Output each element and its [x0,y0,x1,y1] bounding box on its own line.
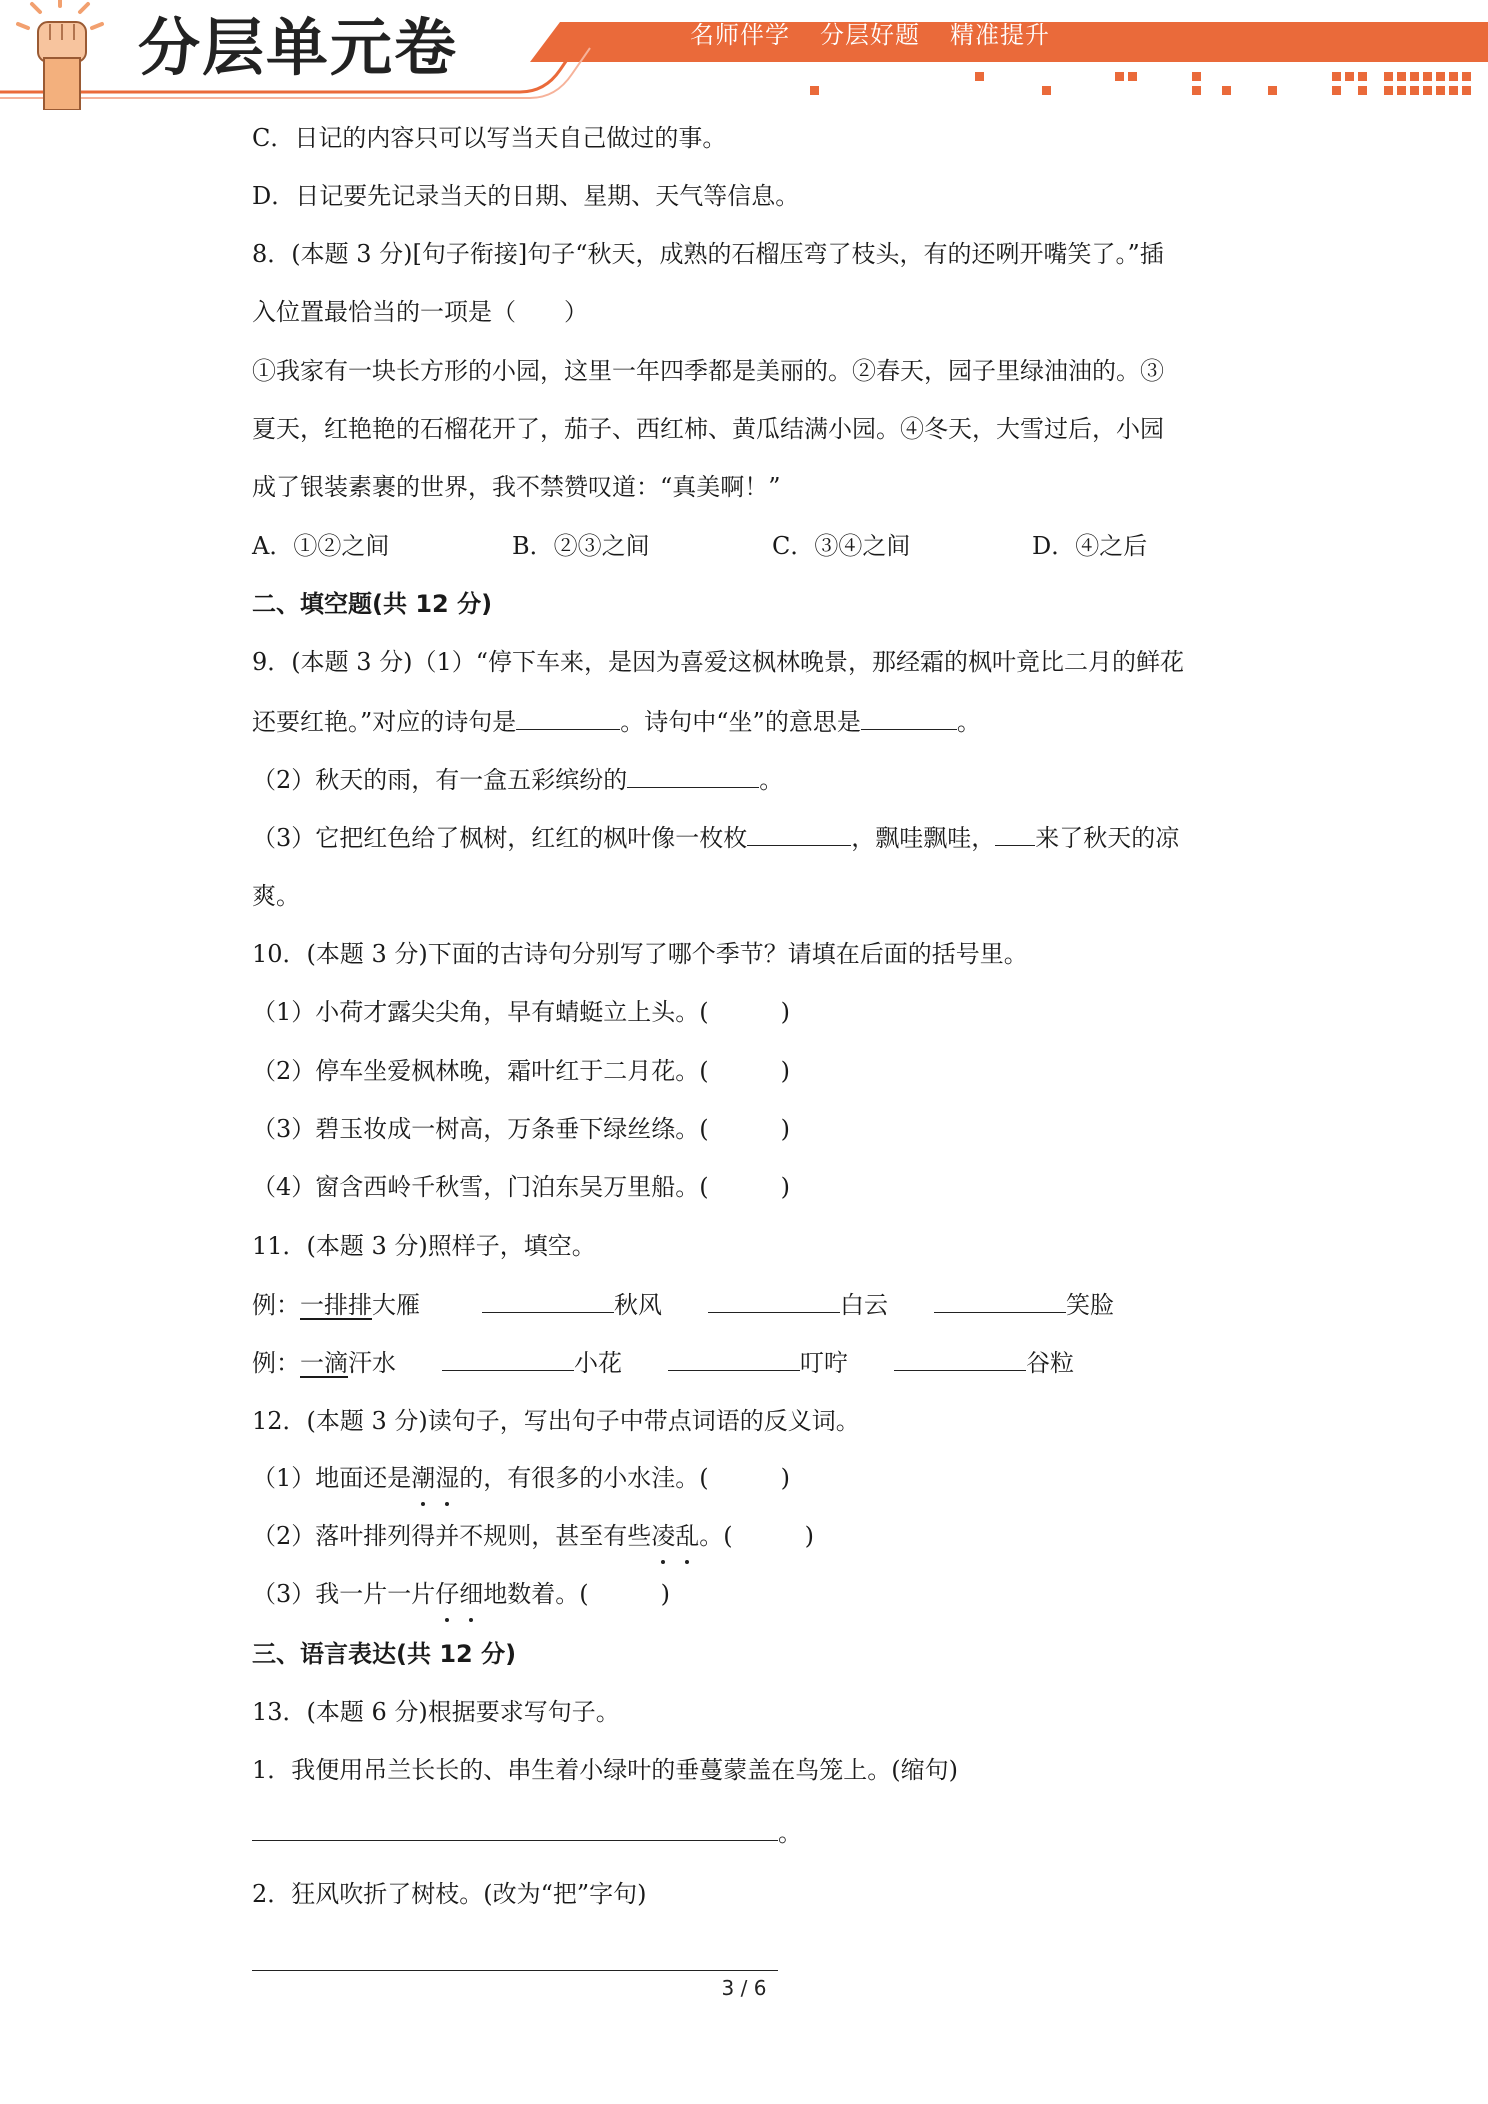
q11-ex2-word-1: 小花 [574,1349,622,1377]
q12-i1-text-a: （1）地面还是 [252,1464,412,1492]
q9-line4-text-b: ，飘哇飘哇， [851,824,996,852]
q9-line2-text-c: 。 [956,708,981,736]
q11-ex1-underlined: 一排排 [300,1291,372,1319]
q11-ex1-blank-2[interactable] [708,1284,840,1313]
q13-stem: 13．(本题 6 分)根据要求写句子。 [252,1698,620,1726]
slogan-2: 分层好题 [820,21,920,49]
q11-ex1-blank-1[interactable] [482,1284,614,1313]
q8-passage-line2: 夏天，红艳艳的石榴花开了，茄子、西红柿、黄瓜结满小园。④冬天，大雪过后，小园 [252,415,1164,443]
q12-i2-text-b: 。( ) [699,1522,815,1550]
q12-stem: 12．(本题 3 分)读句子，写出句子中带点词语的反义词。 [252,1407,860,1435]
q13-answer-1-end: 。 [778,1819,802,1847]
q11-ex1-prefix: 例： [252,1291,300,1319]
q9-line2 [252,701,981,742]
q12-item-1 [252,1458,790,1498]
q9-line4 [252,817,1179,858]
q9-line5: 爽。 [252,882,300,910]
q9-line3 [252,759,783,800]
q13-answer-line-2[interactable] [252,1942,778,1971]
q10-stem: 10．(本题 3 分)下面的古诗句分别写了哪个季节？请填在后面的括号里。 [252,940,1028,968]
q8-option-c: C．③④之间 [772,532,911,560]
q13-sentence-2: 2．狂风吹折了树枝。(改为“把”字句) [252,1880,647,1908]
section-2-heading: 二、填空题(共 12 分) [252,590,493,618]
q10-item-4: （4）窗含西岭千秋雪，门泊东吴万里船。( ) [252,1173,790,1201]
q8-option-b: B．②③之间 [512,532,650,560]
q12-i3-dotted-1: 仔 [435,1574,459,1614]
q11-ex2-underlined: 一滴 [300,1349,348,1377]
q11-ex2-blank-2[interactable] [668,1342,800,1371]
page-header [0,0,1488,110]
q11-ex1-word-1: 秋风 [614,1291,662,1319]
q11-ex2-word-3: 谷粒 [1026,1349,1074,1377]
q12-item-2 [252,1516,814,1556]
q9-blank-poem[interactable] [516,701,620,730]
q11-example-1 [252,1284,1114,1325]
q8-passage-line1: ①我家有一块长方形的小园，这里一年四季都是美丽的。②春天，园子里绿油油的。③ [252,357,1164,385]
q11-ex2-rest: 汗水 [348,1349,396,1377]
q9-line2-text-a: 还要红艳。”对应的诗句是 [252,708,517,736]
q11-ex2-word-2: 叮咛 [800,1349,848,1377]
q9-line1: 9．(本题 3 分)（1）“停下车来，是因为喜爱这枫林晚景，那经霜的枫叶竟比二月的鲜花 [252,648,1185,676]
q8-options [252,526,1147,566]
q9-line4-text-a: （3）它把红色给了枫树，红红的枫叶像一枚枚 [252,824,748,852]
q9-blank-rain[interactable] [627,759,759,788]
q12-i1-text-b: 的，有很多的小水洼。( ) [459,1464,791,1492]
q12-i1-dotted-1: 潮 [411,1458,435,1498]
slogan-3: 精准提升 [950,21,1050,49]
q12-i3-text-b: 地数着。( ) [483,1580,671,1608]
q11-ex2-blank-3[interactable] [894,1342,1026,1371]
q11-ex2-prefix: 例： [252,1349,300,1377]
q12-i1-dotted-2: 湿 [435,1458,459,1498]
q11-ex1-word-2: 白云 [840,1291,888,1319]
q12-i3-dotted-2: 细 [459,1574,483,1614]
q7-option-d: D．日记要先记录当天的日期、星期、天气等信息。 [252,182,800,210]
q10-item-1: （1）小荷才露尖尖角，早有蜻蜓立上头。( ) [252,998,790,1026]
q8-option-d: D．④之后 [1032,532,1148,560]
q13-answer-1 [252,1812,802,1853]
q11-ex1-word-3: 笑脸 [1066,1291,1114,1319]
q9-blank-verb[interactable] [995,817,1035,846]
q11-example-2 [252,1342,1074,1383]
q10-item-2: （2）停车坐爱枫林晚，霜叶红于二月花。( ) [252,1057,790,1085]
q12-i2-dotted-1: 凌 [651,1516,675,1556]
q8-stem-line2: 入位置最恰当的一项是（ ） [252,298,588,326]
q13-sentence-1: 1．我便用吊兰长长的、串生着小绿叶的垂蔓蒙盖在鸟笼上。(缩句) [252,1756,958,1784]
q11-ex1-rest: 大雁 [372,1291,420,1319]
q9-line3-text-a: （2）秋天的雨，有一盒五彩缤纷的 [252,766,628,794]
q9-line3-text-b: 。 [759,766,784,794]
page-number: 3 / 6 [721,1976,767,2000]
section-3-heading: 三、语言表达(共 12 分) [252,1640,517,1668]
q12-i2-text-a: （2）落叶排列得并不规则，甚至有些 [252,1522,652,1550]
q12-item-3 [252,1574,670,1614]
header-slogan [690,18,1080,52]
q9-line2-text-b: 。诗句中“坐”的意思是 [620,708,861,736]
brand-title: 分层单元卷 [138,11,459,84]
header-decor-squares [810,72,1471,95]
q7-option-c: C．日记的内容只可以写当天自己做过的事。 [252,124,727,152]
q11-stem: 11．(本题 3 分)照样子，填空。 [252,1232,596,1260]
slogan-1: 名师伴学 [690,21,790,49]
q11-ex2-blank-1[interactable] [442,1342,574,1371]
q11-ex1-blank-3[interactable] [934,1284,1066,1313]
q12-i3-text-a: （3）我一片一片 [252,1580,436,1608]
q10-item-3: （3）碧玉妆成一树高，万条垂下绿丝绦。( ) [252,1115,790,1143]
q12-i2-dotted-2: 乱 [675,1516,699,1556]
q9-blank-leaf[interactable] [747,817,851,846]
q13-answer-line-1[interactable] [252,1812,778,1841]
q9-line4-text-c: 来了秋天的凉 [1035,824,1180,852]
q9-blank-meaning[interactable] [861,701,957,730]
q8-option-a: A．①②之间 [252,532,390,560]
q8-stem-line1: 8．(本题 3 分)[句子衔接]句子“秋天，成熟的石榴压弯了枝头，有的还咧开嘴笑了。”插 [252,240,1164,268]
q8-passage-line3: 成了银装素裹的世界，我不禁赞叹道：“真美啊！” [252,473,781,501]
